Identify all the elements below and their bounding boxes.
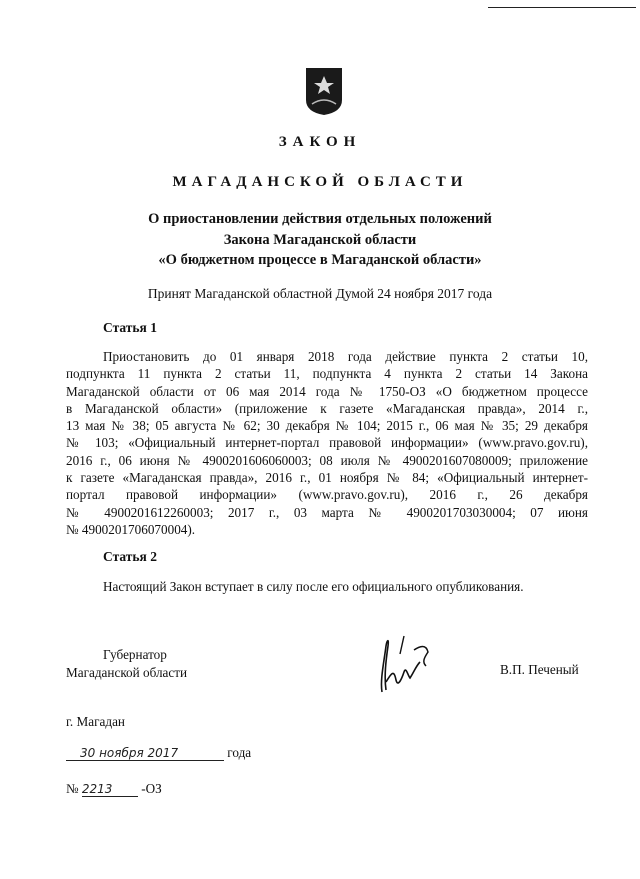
- law-number: [66, 781, 162, 797]
- text-line: № 103; «Официальный интернет-портал правовой информации» (www.pravo.gov.ru),: [66, 435, 588, 451]
- document-type-title: ЗАКОН: [278, 134, 362, 150]
- text-line: к газете «Магаданская правда», 2016 г., 01 ноября № 84; «Официальный интернет-: [66, 470, 588, 486]
- article-1-heading: Статья 1: [103, 320, 157, 335]
- number-suffix: -ОЗ: [141, 781, 162, 796]
- text-line: Магаданской области от 06 мая 2014 года № 1750-ОЗ «О бюджетном процессе: [66, 383, 588, 399]
- issue-city: г. Магадан: [66, 714, 125, 729]
- article-2-text: Настоящий Закон вступает в силу после его официального опубликования.: [103, 579, 524, 594]
- text-line: подпункта 11 пункта 2 статьи 11, подпункта 4 пункта 2 статьи 14 Закона: [66, 366, 588, 382]
- article-1-text: [66, 348, 588, 538]
- region-title: МАГАДАНСКОЙ ОБЛАСТИ: [172, 174, 468, 190]
- coat-of-arms-icon: [304, 66, 344, 116]
- text-line: 2016 г., 06 июня № 4900201606060003; 08 июля № 4900201607080009; приложение: [66, 452, 588, 468]
- text-line: в Магаданской области» (приложение к газете «Магаданская правда», 2014 г.,: [66, 400, 588, 416]
- number-sign: №: [66, 781, 79, 796]
- date-handwritten: 30 ноября 2017: [66, 746, 224, 761]
- signatory-position: [66, 646, 187, 682]
- text-line: № 4900201706070004).: [66, 521, 196, 537]
- law-subject-heading: [0, 209, 640, 271]
- signatory-name: В.П. Печеный: [500, 662, 579, 677]
- number-handwritten: 2213: [82, 782, 138, 797]
- text-line: № 4900201612260003; 2017 г., 03 марта № 4900201703030004; 07 июня: [66, 504, 588, 520]
- article-2-heading: Статья 2: [103, 549, 157, 564]
- subject-line: «О бюджетном процессе в Магаданской области»: [158, 252, 482, 268]
- subject-line: О приостановлении действия отдельных положений: [148, 211, 492, 227]
- date-suffix: года: [227, 745, 252, 760]
- position-line: Губернатор: [103, 647, 167, 662]
- text-line: Приостановить до 01 января 2018 года действие пункта 2 статьи 10,: [103, 349, 588, 364]
- position-line: Магаданской области: [66, 665, 188, 680]
- corner-rule: [488, 7, 636, 8]
- handwritten-signature: [370, 632, 440, 694]
- text-line: портал правовой информации» (www.pravo.gov.ru), 2016 г., 26 декабря: [66, 487, 588, 503]
- issue-date: [66, 745, 251, 761]
- subject-line: Закона Магаданской области: [223, 231, 417, 248]
- adoption-note: Принят Магаданской областной Думой 24 ноября 2017 года: [147, 286, 493, 301]
- text-line: 13 мая № 38; 05 августа № 62; 30 декабря № 104; 2015 г., 06 мая № 35; 29 декабря: [66, 418, 588, 434]
